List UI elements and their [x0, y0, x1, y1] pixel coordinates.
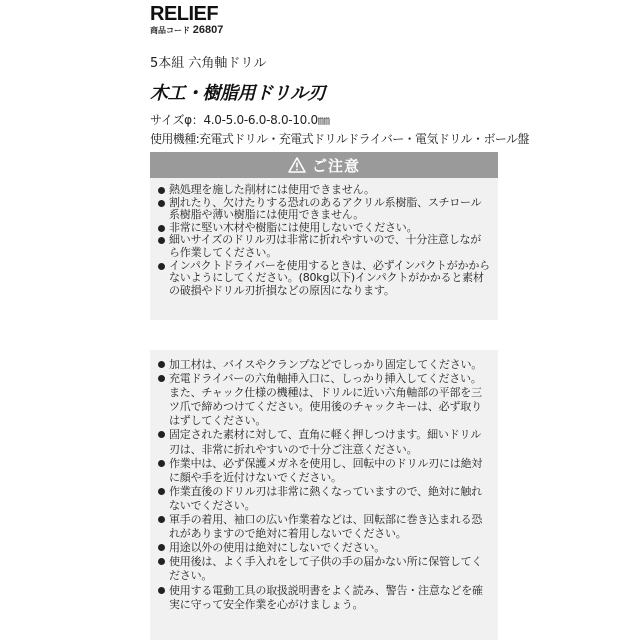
- bullet-icon: [158, 558, 165, 565]
- product-sizes: サイズφ：4.0-5.0-6.0-8.0-10.0㎜: [150, 113, 330, 127]
- bullet-icon: [158, 187, 165, 194]
- instruction-item: [158, 485, 490, 513]
- product-code-label: 商品コード: [150, 26, 190, 35]
- bullet-icon: [158, 544, 165, 551]
- instructions-panel: [150, 350, 498, 640]
- caution-item-text: 非常に堅い木材や樹脂には使用しないでください。: [169, 220, 418, 234]
- bullet-icon: [158, 488, 165, 495]
- product-code: [150, 24, 223, 36]
- instruction-item-text: 固定された素材に対して、直角に軽く押しつけます。細いドリル刃は、非常に折れやすいので十分ご注意ください。: [169, 428, 482, 456]
- instruction-item-text: 軍手の着用、袖口の広い作業着などは、回転部に巻き込まれる恐れがありますので絶対に着用しないでください。: [169, 513, 483, 541]
- warning-icon: [288, 157, 306, 173]
- caution-heading: ご注意: [311, 156, 360, 175]
- instruction-item-text: 使用後は、よく手入れをして子供の手の届かない所に保管してください。: [169, 555, 483, 583]
- bullet-icon: [158, 431, 165, 438]
- instruction-item: [158, 372, 490, 428]
- caution-item-text: 熱処理を施した削材には使用できません。: [169, 183, 375, 196]
- bullet-icon: [158, 263, 165, 270]
- product-code-number: 26807: [192, 24, 224, 36]
- caution-item: [158, 260, 490, 298]
- instruction-item: [158, 428, 490, 456]
- caution-item-text: 細いサイズのドリル刃は非常に折れやすいので、十分注意しながら作業してください。: [169, 233, 482, 259]
- caution-item: [158, 197, 490, 222]
- bullet-icon: [158, 200, 165, 207]
- bullet-icon: [158, 375, 165, 382]
- bullet-icon: [158, 361, 165, 368]
- instructions-list: [150, 350, 498, 612]
- instruction-item-text: 用途以外の使用は絶対にしないでください。: [169, 541, 385, 555]
- instruction-item-text: 作業中は、必ず保護メガネを使用し、回転中のドリル刃には絶対に顔や手を近付けないでください。: [169, 456, 483, 484]
- caution-item-text: インパクトドライバーを使用するときは、必ずインパクトがかからないようにしてください。(80kg以下)インパクトがかかると素材の破損やドリル刃折損などの原因になります。: [169, 258, 490, 297]
- instruction-item: [158, 358, 490, 372]
- product-subtitle: 5本組 六角軸ドリル: [150, 56, 267, 71]
- product-usage: 使用機種:充電式ドリル・充電式ドリルドライバー・電気ドリル・ボール盤: [150, 132, 529, 146]
- brand-logo: RELIEF: [150, 3, 219, 25]
- instruction-item: [158, 457, 490, 485]
- bullet-icon: [158, 237, 165, 244]
- instruction-item: [158, 584, 490, 612]
- instruction-item-text: 作業直後のドリル刃は非常に熱くなっていますので、絶対に触れないでください。: [169, 484, 482, 512]
- instruction-item: [158, 513, 490, 541]
- instruction-item-text: 充電ドライバーの六角軸挿入口に、しっかり挿入してください。また、チャック仕様の機種は、ドリルに近い六角軸部の平部を三ツ爪で締めつけてください。使用後のチャックキーは、必ず取りはずしてください。: [169, 372, 482, 428]
- bullet-icon: [158, 516, 165, 523]
- bullet-icon: [158, 587, 165, 594]
- product-title: 木工・樹脂用ドリル刃: [150, 83, 325, 104]
- caution-list: [150, 178, 498, 297]
- instruction-item-text: 使用する電動工具の取扱説明書をよく読み、警告・注意などを確実に守って安全作業を心がけましょう。: [169, 583, 483, 611]
- bullet-icon: [158, 460, 165, 467]
- caution-item-text: 割れたり、欠けたりする恐れのあるアクリル系樹脂、スチロール系樹脂や薄い樹脂には使用できません。: [169, 195, 482, 222]
- caution-item: [158, 234, 490, 259]
- instruction-item-text: 加工材は、バイスやクランプなどでしっかり固定してください。: [169, 358, 483, 371]
- bullet-icon: [158, 225, 165, 232]
- caution-panel: [150, 152, 498, 320]
- instruction-item: [158, 541, 490, 555]
- instruction-item: [158, 555, 490, 583]
- caution-header: [150, 152, 498, 178]
